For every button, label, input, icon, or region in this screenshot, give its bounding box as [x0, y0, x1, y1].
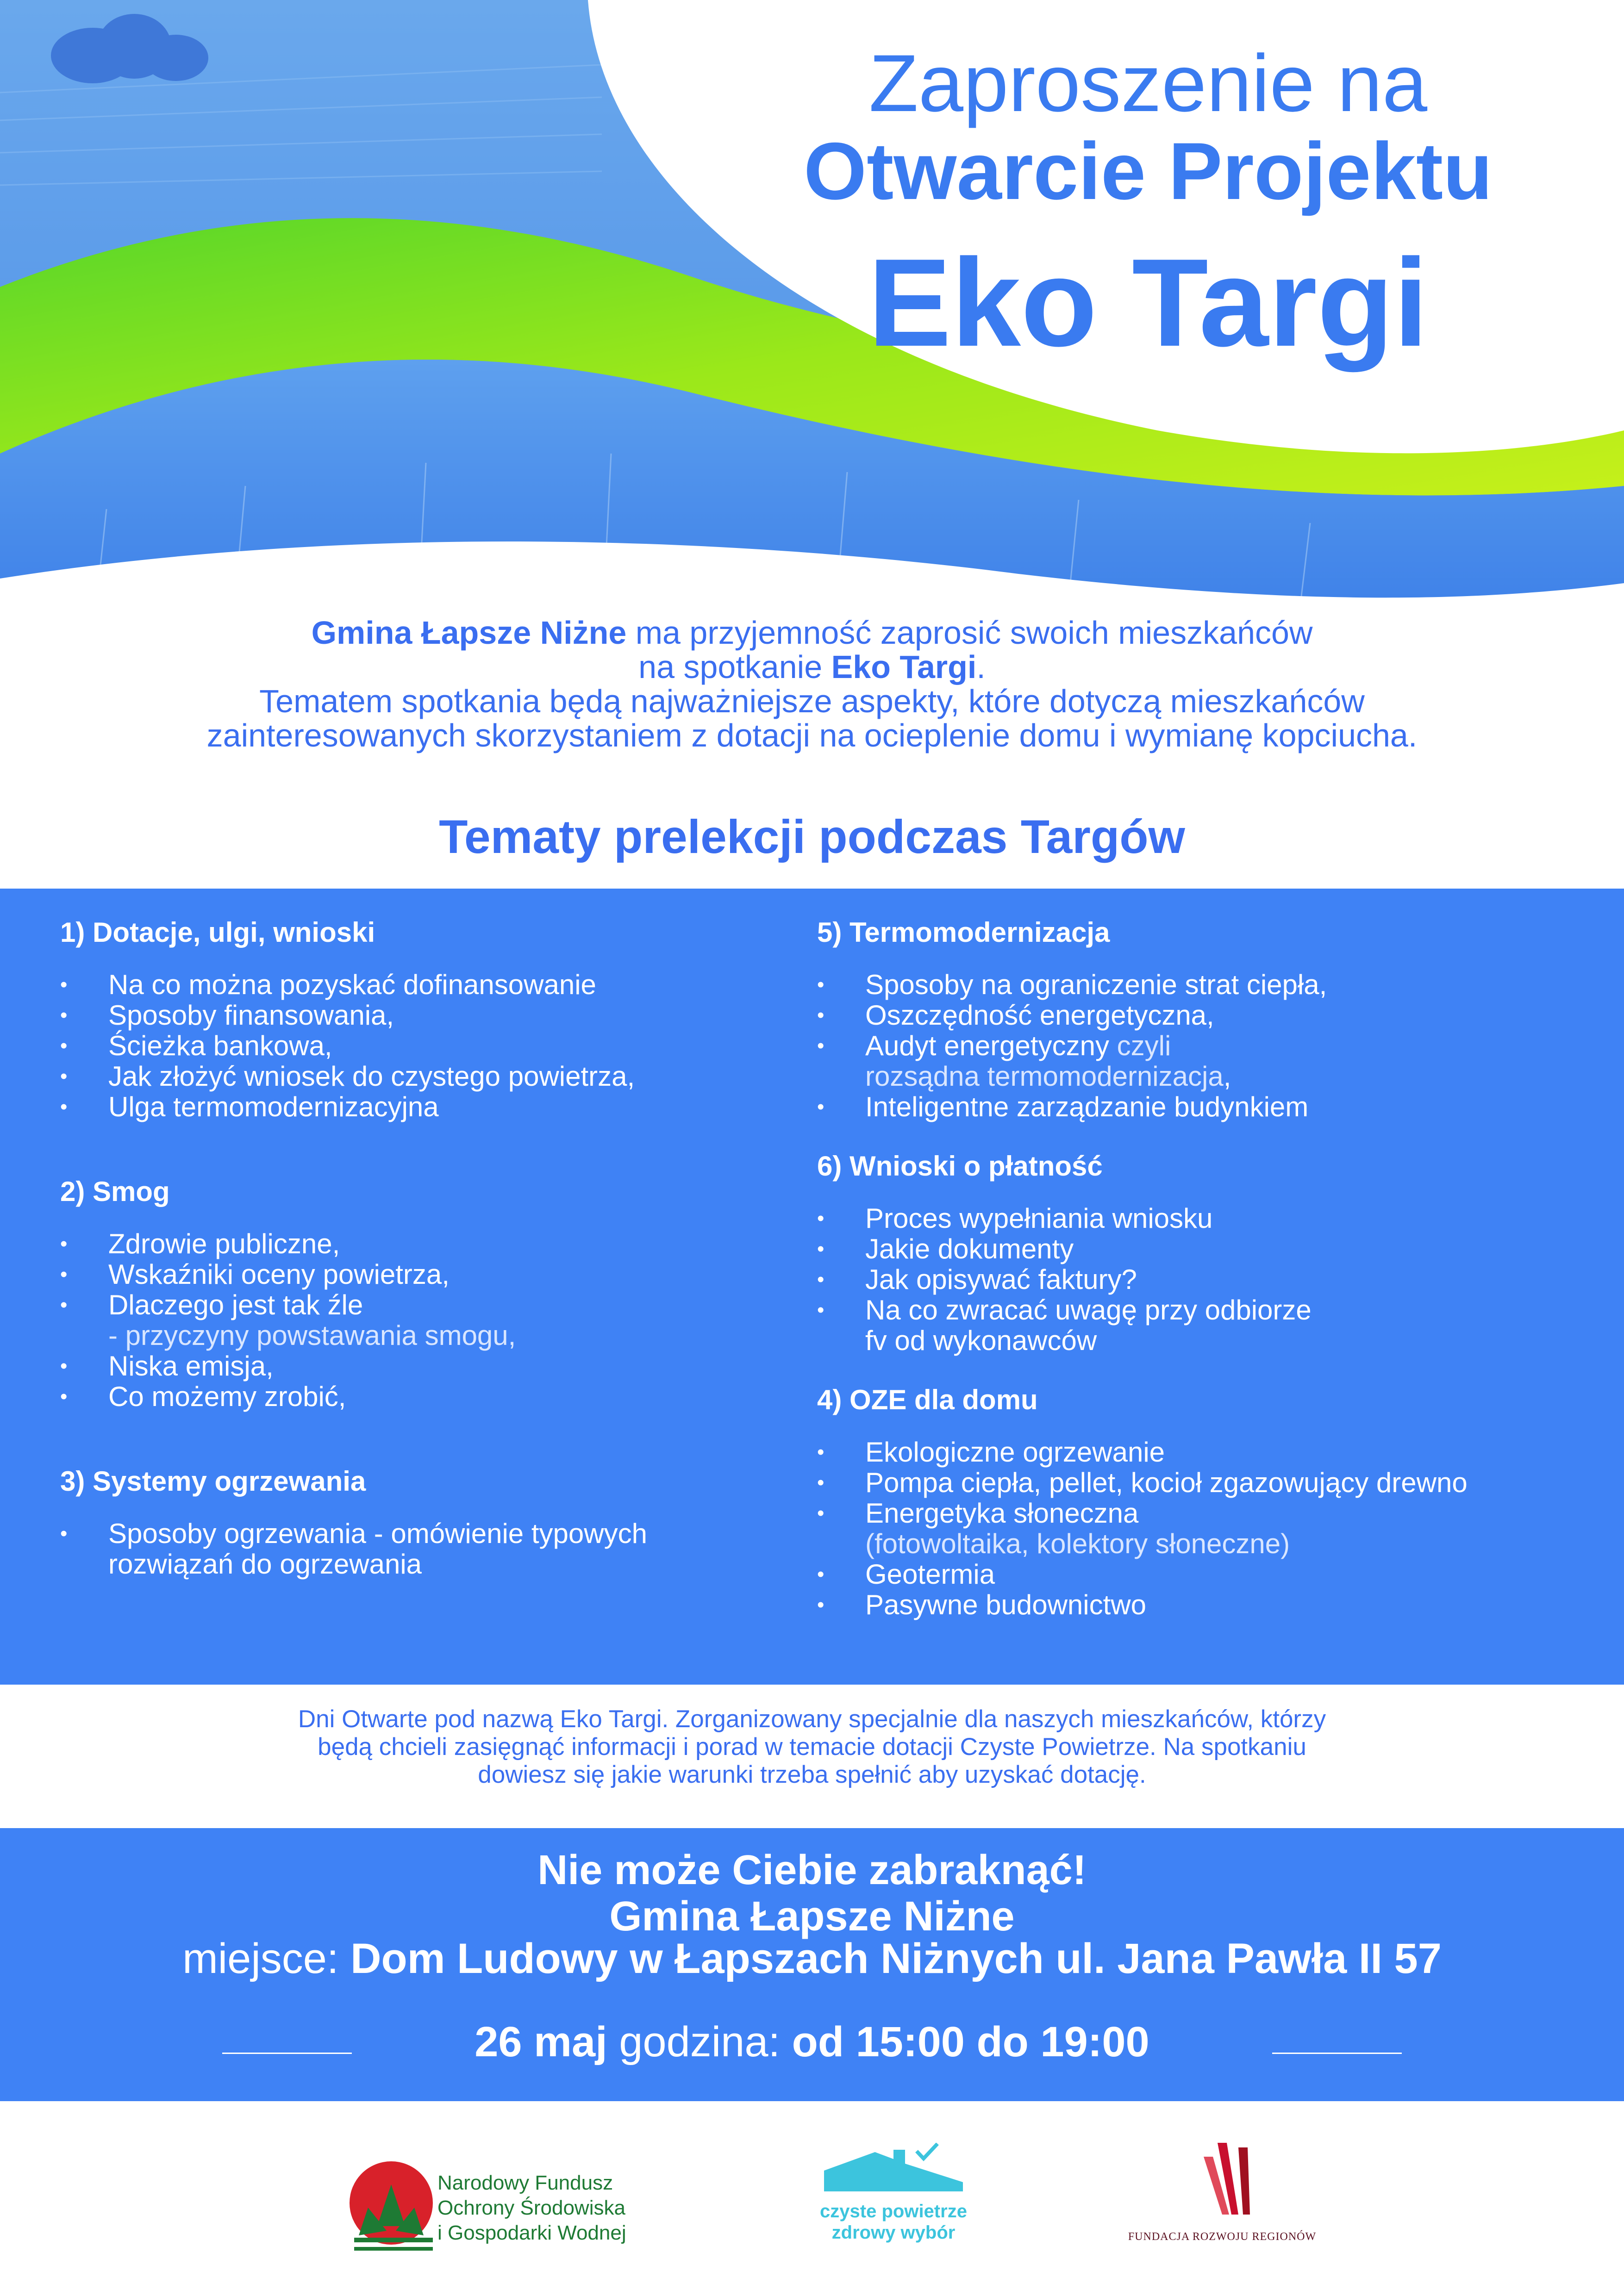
cp-line-2: zdrowy wybór: [831, 2222, 956, 2243]
list-item-comma: ,: [1223, 1061, 1231, 1092]
section-title-systemy: 3) Systemy ogrzewania: [60, 1466, 366, 1497]
list-item: [60, 1290, 801, 1351]
topics-panel: [0, 889, 1624, 1685]
list-item-subtext: - przyczyny powstawania smogu,: [108, 1320, 516, 1351]
list-item: • Proces wypełniania wniosku: [817, 1203, 1613, 1234]
event-location: [0, 1935, 1624, 1983]
description-line-3: dowiesz się jakie warunki trzeba spełnić aby uzyskać dotację.: [478, 1761, 1146, 1788]
list-item: • Niska emisja,: [60, 1351, 801, 1381]
list-item: • Inteligentne zarządzanie budynkiem: [817, 1092, 1613, 1122]
intro-line-1: [93, 616, 1531, 650]
list-smog: [60, 1229, 801, 1412]
title-line-2: Otwarcie Projektu: [803, 126, 1493, 217]
list-item-text: Audyt energetyczny: [865, 1030, 1109, 1061]
nfosigw-logo: [350, 2157, 627, 2259]
list-wnioski: [817, 1203, 1613, 1356]
frr-logo: [1125, 2138, 1319, 2259]
house-check-icon: [819, 2143, 968, 2194]
list-item: [817, 1031, 1613, 1092]
nfosigw-line-3: i Gospodarki Wodnej: [437, 2221, 626, 2244]
list-oze: [817, 1437, 1613, 1620]
list-item-text-2: rozwiązań do ogrzewania: [108, 1549, 422, 1580]
list-item: • Pompa ciepła, pellet, kocioł zgazowujący drewno: [817, 1468, 1613, 1498]
section-title-smog: 2) Smog: [60, 1176, 170, 1207]
org-name: Gmina Łapsze Niżne: [311, 615, 627, 651]
frr-name: FUNDACJA ROZWOJU REGIONÓW: [1128, 2231, 1317, 2243]
intro-line-2-end: .: [976, 649, 986, 685]
intro-line-1-rest: ma przyjemność zaprosić swoich mieszkańców: [626, 615, 1313, 651]
section-title-dotacje: 1) Dotacje, ulgi, wnioski: [60, 917, 375, 948]
section-title-termo: 5) Termomodernizacja: [817, 917, 1110, 948]
list-item: • Pasywne budownictwo: [817, 1590, 1613, 1620]
intro-line-2: [93, 650, 1531, 684]
sponsor-logos: [0, 2120, 1624, 2296]
nfosigw-emblem-icon: [350, 2157, 442, 2259]
section-title-wnioski: 6) Wnioski o płatność: [817, 1151, 1103, 1182]
section-title-oze: 4) OZE dla domu: [817, 1384, 1038, 1415]
list-item: • Ścieżka bankowa,: [60, 1031, 801, 1061]
list-item-text-2: fv od wykonawców: [865, 1325, 1097, 1356]
list-item: • Sposoby finansowania,: [60, 1000, 801, 1031]
location-label: miejsce:: [182, 1935, 351, 1982]
czyste-powietrze-logo: [819, 2143, 968, 2254]
event-time: od 15:00 do 19:00: [792, 2018, 1149, 2066]
event-details-panel: [0, 1828, 1624, 2101]
topics-heading: Tematy prelekcji podczas Targów: [439, 810, 1185, 863]
list-item: [60, 1518, 801, 1580]
list-item: [817, 1498, 1613, 1559]
nfosigw-line-2: Ochrony Środowiska: [437, 2196, 625, 2219]
list-termo: [817, 970, 1613, 1122]
frr-mark-icon: [1194, 2138, 1259, 2217]
list-systemy: [60, 1518, 801, 1580]
time-label: godzina:: [607, 2018, 792, 2066]
intro-line-4: zainteresowanych skorzystaniem z dotacji na ocieplenie domu i wymianę kopciucha.: [206, 717, 1418, 753]
title-line-3: Eko Targi: [868, 233, 1429, 373]
organizer-name: Gmina Łapsze Niżne: [609, 1893, 1015, 1940]
event-description: [139, 1705, 1485, 1789]
description-line-2: będą chcieli zasięgnąć informacji i porad w temacie dotacji Czyste Powietrze. Na spotkaniu: [318, 1733, 1306, 1761]
list-item: • Zdrowie publiczne,: [60, 1229, 801, 1259]
list-item: • Co możemy zrobić,: [60, 1381, 801, 1412]
intro-text: [93, 616, 1531, 753]
intro-event-name: Eko Targi: [831, 649, 977, 685]
title-line-1: Zaproszenie na: [868, 38, 1428, 129]
list-item-text: Energetyka słoneczna: [865, 1498, 1139, 1529]
list-item-subtext: (fotowoltaika, kolektory słoneczne): [865, 1528, 1290, 1559]
list-item: • Wskaźniki oceny powietrza,: [60, 1259, 801, 1290]
event-date: 26 maj: [475, 2018, 607, 2066]
description-line-1: Dni Otwarte pod nazwą Eko Targi. Zorganizowany specjalnie dla naszych mieszkańców, którzy: [298, 1705, 1326, 1733]
intro-line-2-start: na spotkanie: [638, 649, 831, 685]
topics-column-right: [817, 914, 1613, 1620]
list-item-text: Na co zwracać uwagę przy odbiorze: [865, 1294, 1312, 1325]
list-item: • Geotermia: [817, 1559, 1613, 1590]
nfosigw-line-1: Narodowy Fundusz: [437, 2172, 613, 2194]
event-date-time: [0, 2018, 1624, 2066]
list-item: • Ulga termomodernizacyjna: [60, 1092, 801, 1122]
list-item-text: Dlaczego jest tak źle: [108, 1289, 363, 1320]
list-item: • Jak złożyć wniosek do czystego powietrza,: [60, 1061, 801, 1092]
topics-column-left: [60, 914, 801, 1580]
call-to-action: Nie może Ciebie zabraknąć!: [537, 1847, 1087, 1893]
list-item-subtext: czyli: [1109, 1030, 1171, 1061]
list-item: • Oszczędność energetyczna,: [817, 1000, 1613, 1031]
cp-line-1: czyste powietrze: [820, 2201, 967, 2221]
divider-right: [1272, 2053, 1402, 2054]
list-item: • Ekologiczne ogrzewanie: [817, 1437, 1613, 1468]
list-item: • Sposoby na ograniczenie strat ciepła,: [817, 970, 1613, 1000]
list-item: • Na co można pozyskać dofinansowanie: [60, 970, 801, 1000]
list-item: • Jakie dokumenty: [817, 1234, 1613, 1264]
list-item: [817, 1295, 1613, 1356]
list-item-subtext-2: rozsądna termomodernizacja: [865, 1061, 1224, 1092]
list-item: • Jak opisywać faktury?: [817, 1264, 1613, 1295]
list-item-text: Sposoby ogrzewania - omówienie typowych: [108, 1518, 647, 1549]
intro-line-3: Tematem spotkania będą najważniejsze aspekty, które dotyczą mieszkańców: [259, 683, 1365, 719]
location-value: Dom Ludowy w Łapszach Niżnych ul. Jana Pawła II 57: [350, 1935, 1442, 1982]
list-dotacje: [60, 970, 801, 1122]
